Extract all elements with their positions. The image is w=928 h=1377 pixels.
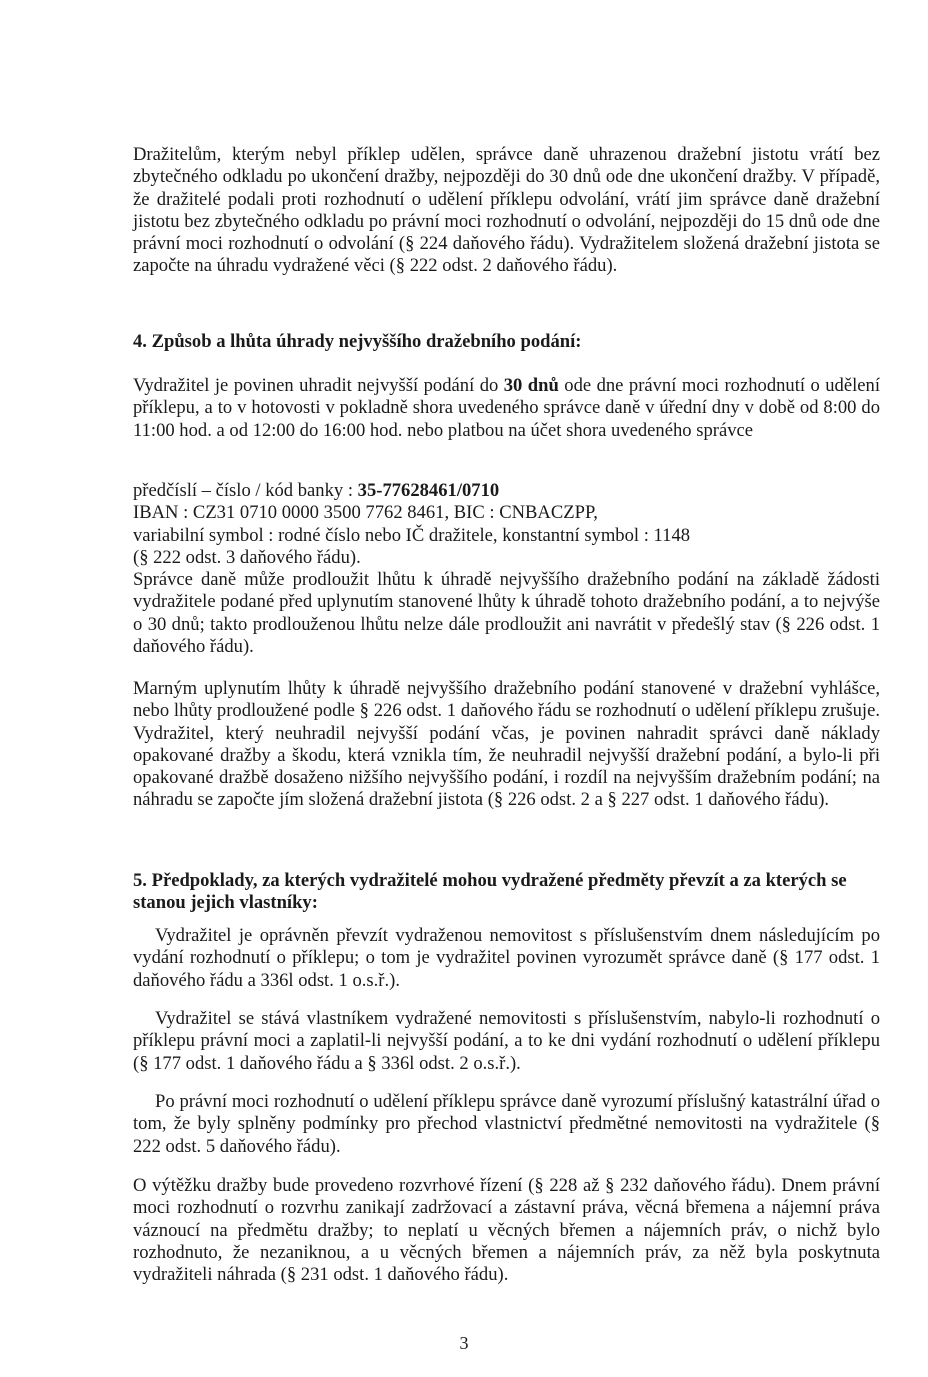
symbol-line: variabilní symbol : rodné číslo nebo IČ dražitele, konstantní symbol : 1148 <box>133 524 691 546</box>
bank-details <box>133 480 880 569</box>
bank-account-line <box>133 480 880 502</box>
section-4-heading: 4. Způsob a lhůta úhrady nejvyššího dražebního podání: <box>133 331 582 352</box>
paragraph-payment-deadline <box>133 375 880 442</box>
payment-reference: (§ 222 odst. 3 daňového řádu). <box>133 546 361 568</box>
page-number: 3 <box>459 1333 469 1353</box>
paragraph-ownership: Vydražitel se stává vlastníkem vydražené nemovitosti s příslušenstvím, nabylo-li rozhodnutí o příklepu právní moci a zaplatil-li nejvyšší podání, a to ke dni vydání rozhodnutí o udělení příklepu (§ 177 odst. 1 daňového řádu a § 336l odst. 2 o.s.ř.). <box>133 1008 880 1074</box>
paragraph-jistota-return: Dražitelům, kterým nebyl příklep udělen, správce daně uhrazenou dražební jistotu vrátí bez zbytečného odkladu po ukončení dražby, nejpozději do 30 dnů ode dne ukončení dražby. V případě, že dražitelé podali proti rozhodnutí o udělení příklepu odvolání, vrátí jim správce daně dražební jistotu bez zbytečného odkladu po právní moci rozhodnutí o odvolání, nejpozději do 15 dnů ode dne právní moci rozhodnutí o odvolání (§ 224 daňového řádu). Vydražitelem složená dražební jistota se započte na úhradu vydražené věci (§ 222 odst. 2 daňového řádu). <box>133 144 880 277</box>
iban-line: IBAN : CZ31 0710 0000 3500 7762 8461, BIC : CNBACZPP, <box>133 502 598 524</box>
payment-deadline-text-end: ode dne právní moci rozhodnutí o udělení příklepu, a to v hotovosti v pokladně shora uvedeného správce daně v úřední dny v době od 8:00 do 11:00 hod. a od 12:00 do 16:00 hod. nebo platbou na účet shora uvedeného správce <box>133 375 880 441</box>
section-5-heading: 5. Předpoklady, za kterých vydražitelé mohou vydražené předměty převzít a za kterých se stanou jejich vlastníky: <box>133 870 847 913</box>
paragraph-distribution: O výtěžku dražby bude provedeno rozvrhové řízení (§ 228 až § 232 daňového řádu). Dnem právní moci rozhodnutí o rozvrhu zanikají zadržovací a zástavní práva, věcná břemena a nájemní práva váznoucí na předmětu dražby; to neplatí u věcných břemen a nájemních práv, o nichž bylo rozhodnuto, že nezaniknou, a u věcných břemen a nájemních práv, za něž byla poskytnuta vydražiteli náhrada (§ 231 odst. 1 daňového řádu). <box>133 1175 880 1286</box>
bank-account-number: 35-77628461/0710 <box>357 480 500 501</box>
bank-account-label: předčíslí – číslo / kód banky : <box>133 480 358 501</box>
paragraph-missed-deadline: Marným uplynutím lhůty k úhradě nejvyššího dražebního podání stanovené v dražební vyhlášce, nebo lhůty prodloužené podle § 226 odst. 1 daňového řádu se rozhodnutí o udělení příklepu zrušuje. Vydražitel, který neuhradil nejvyšší podání včas, je povinen nahradit správci daně náklady opakované dražby a škodu, která vznikla tím, že neuhradil nejvyšší dražební podání, a bylo-li při opakované dražbě dosaženo nižšího nejvyššího podání, i rozdíl na nejvyšším dražebním podání; na náhradu se započte jím složená dražební jistota (§ 226 odst. 2 a § 227 odst. 1 daňového řádu). <box>133 678 880 811</box>
payment-deadline-days: 30 dnů <box>503 375 559 396</box>
paragraph-cadastre-notice: Po právní moci rozhodnutí o udělení příklepu správce daně vyrozumí příslušný katastrální úřad o tom, že byly splněny podmínky pro přechod vlastnictví předmětné nemovitosti na vydražitele (§ 222 odst. 5 daňového řádu). <box>133 1091 880 1157</box>
paragraph-takeover: Vydražitel je oprávněn převzít vydraženou nemovitost s příslušenstvím dnem následujícím po vydání rozhodnutí o příklepu; o tom je vydražitel povinen vyrozumět správce daně (§ 177 odst. 1 daňového řádu a 336l odst. 1 o.s.ř.). <box>133 925 880 991</box>
paragraph-deadline-extension: Správce daně může prodloužit lhůtu k úhradě nejvyššího dražebního podání na základě žádosti vydražitele podané před uplynutím stanovené lhůty k úhradě tohoto dražebního podání, a to nejvýše o 30 dnů; takto prodlouženou lhůtu nelze dále prodloužit ani navrátit v předešlý stav (§ 226 odst. 1 daňového řádu). <box>133 569 880 657</box>
payment-deadline-text-start: Vydražitel je povinen uhradit nejvyšší podání do <box>133 375 504 396</box>
